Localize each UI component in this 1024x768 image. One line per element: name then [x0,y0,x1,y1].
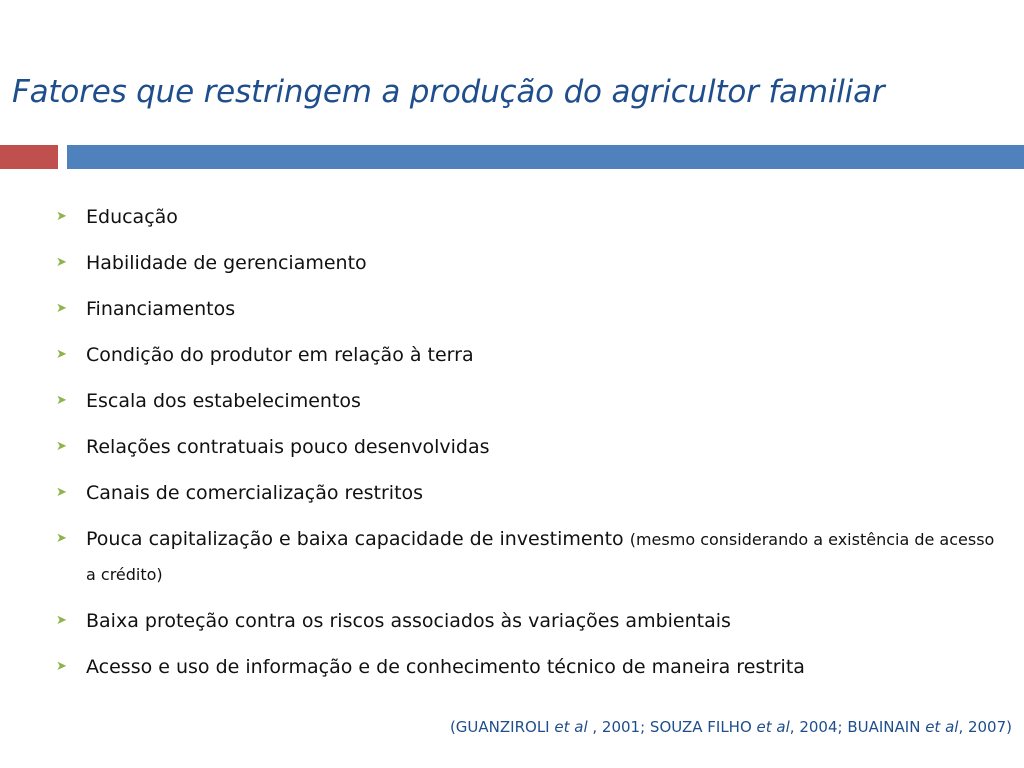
citation-part: , 2004; BUAINAIN [789,718,926,736]
citation-part: (GUANZIROLI [449,718,555,736]
list-item [54,338,1004,372]
citation-etal: et al [554,718,588,736]
arrow-right-icon: ➤ [56,393,67,408]
list-item [54,650,1004,684]
arrow-right-icon: ➤ [56,531,67,546]
list-item [54,522,1004,592]
bullet-text: Relações contratuais pouco desenvolvidas [86,436,490,458]
bullet-text: Escala dos estabelecimentos [86,390,361,412]
arrow-right-icon: ➤ [56,439,67,454]
list-item [54,246,1004,280]
arrow-right-icon: ➤ [56,613,67,628]
citation-part: , 2007) [958,718,1012,736]
citation-part: , 2001; SOUZA FILHO [587,718,757,736]
bullet-text: Educação [86,206,178,228]
bullet-list [54,200,1004,696]
arrow-right-icon: ➤ [56,255,67,270]
bullet-text: Condição do produtor em relação à terra [86,344,474,366]
list-item [54,200,1004,234]
bullet-note: (mesmo considerando a existência de acesso a crédito) [86,530,995,584]
citation [450,718,1012,736]
list-item [54,384,1004,418]
arrow-right-icon: ➤ [56,347,67,362]
bullet-text: Canais de comercialização restritos [86,482,424,504]
citation-etal: et al [756,718,790,736]
bullet-text: Acesso e uso de informação e de conhecimento técnico de maneira restrita [86,656,805,678]
accent-bar-blue [67,145,1024,169]
citation-etal: et al [925,718,959,736]
list-item [54,476,1004,510]
arrow-right-icon: ➤ [56,659,67,674]
list-item [54,604,1004,638]
bullet-text: Habilidade de gerenciamento [86,252,367,274]
list-item [54,430,1004,464]
bullet-text: Pouca capitalização e baixa capacidade de investimento [86,528,624,550]
list-item [54,292,1004,326]
bullet-text: Financiamentos [86,298,236,320]
bullet-text: Baixa proteção contra os riscos associados às variações ambientais [86,610,731,632]
slide-title: Fatores que restringem a produção do agricultor familiar [12,74,885,110]
arrow-right-icon: ➤ [56,209,67,224]
arrow-right-icon: ➤ [56,301,67,316]
arrow-right-icon: ➤ [56,485,67,500]
accent-bar-red [0,145,58,169]
